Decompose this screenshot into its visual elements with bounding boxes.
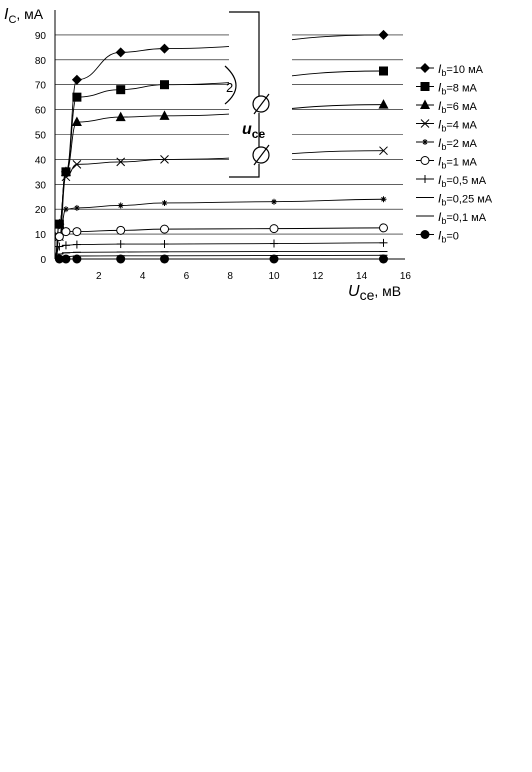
x-tick-label: 12 [312, 271, 324, 282]
y-tick-label: 30 [34, 180, 46, 192]
legend-item [416, 229, 459, 245]
series-0-point [116, 47, 126, 57]
series-6-point [161, 240, 169, 248]
y-tick-label: 20 [34, 205, 46, 217]
series-5-point [62, 228, 70, 236]
legend-sub: b [441, 142, 447, 152]
x-axis-unit: , мВ [374, 283, 402, 299]
series-line-0 [55, 35, 384, 259]
series-line-2 [55, 105, 384, 259]
legend-item [416, 136, 478, 152]
series-1-point [379, 67, 388, 76]
legend-var: I [438, 62, 442, 76]
legend-label [438, 99, 478, 115]
x-tick-label: 8 [227, 271, 233, 282]
legend-sub: b [441, 105, 447, 115]
x-tick-label: 16 [399, 271, 411, 282]
legend-sub: b [441, 123, 447, 134]
series-4-point [74, 205, 80, 211]
legend-var: I [438, 117, 442, 132]
legend-var: I [438, 210, 442, 224]
series-4-point [162, 200, 168, 206]
y-tick-label: 10 [34, 230, 46, 242]
legend-rest: =10 мА [446, 64, 483, 76]
circuit-inset [225, 12, 292, 180]
y-tick-label: 0 [40, 255, 46, 266]
legend-label [438, 136, 478, 152]
legend-rest: =6 мА [446, 101, 477, 113]
legend-rest: =4 мА [446, 119, 477, 132]
x-tick-labels [96, 271, 411, 282]
legend-sub: b [441, 234, 447, 245]
legend-item [416, 155, 478, 171]
series-0-point [160, 44, 170, 54]
legend-marker-icon [420, 100, 430, 110]
legend-marker-icon [421, 82, 430, 91]
y-axis-unit: , мА [16, 6, 44, 22]
series-0-point [379, 30, 389, 40]
y-tick-label: 40 [34, 155, 46, 167]
legend-var: I [438, 154, 442, 169]
legend-sub: b [441, 68, 447, 78]
series-2-point [160, 110, 170, 120]
legend-rest: =0,25 мА [446, 193, 493, 206]
y-tick-label: 90 [34, 30, 46, 42]
series-6-point [62, 241, 70, 249]
series-2-point [72, 117, 82, 127]
legend-item [416, 210, 487, 226]
legend-rest: =2 мА [446, 138, 477, 150]
legend-rest: =8 мА [446, 82, 477, 95]
legend-marker-icon [420, 63, 430, 73]
series-4-point [63, 206, 69, 212]
series-5-point [73, 228, 81, 236]
legend-sub: b [441, 179, 447, 189]
series-1-point [116, 85, 125, 94]
series-2-point [379, 99, 389, 109]
legend-marker-icon [422, 139, 428, 145]
legend-rest: =1 мА [446, 156, 477, 169]
legend-rest: =0,5 мА [446, 175, 487, 187]
legend-sub: b [441, 160, 447, 171]
x-axis-title [348, 283, 401, 303]
x-axis-sub: ce [359, 287, 375, 303]
y-tick-label: 70 [34, 80, 46, 92]
y-tick-label: 50 [34, 130, 46, 142]
legend-label [438, 155, 478, 171]
inset-label-2: 2 [226, 80, 234, 95]
legend-var: I [438, 80, 442, 95]
legend-label [438, 173, 487, 189]
x-axis-var: U [348, 283, 360, 300]
legend-item [416, 118, 478, 134]
y-axis-title [4, 6, 44, 26]
legend-item [416, 81, 478, 97]
legend-label [438, 192, 493, 208]
legend-item [416, 192, 493, 208]
legend-sub: b [441, 216, 447, 226]
series-2-point [116, 112, 126, 122]
series-6-point [117, 240, 125, 248]
series-5-point [270, 225, 278, 233]
series-5-point [117, 226, 125, 234]
series-6-point [380, 239, 388, 247]
legend-var: I [438, 136, 442, 150]
series-6-point [270, 240, 278, 248]
x-tick-label: 14 [356, 271, 368, 282]
series-line-8 [55, 255, 384, 259]
legend-label [438, 118, 478, 134]
legend-label [438, 62, 484, 78]
legend-rest: =0 [446, 230, 459, 243]
series-5-point [380, 224, 388, 232]
legend-var: I [438, 99, 442, 113]
legend-sub: b [441, 197, 447, 208]
legend-item [416, 62, 484, 78]
y-axis-var: I [4, 6, 9, 23]
x-tick-label: 4 [139, 271, 146, 282]
legend-marker-icon [421, 157, 429, 165]
legend-label [438, 210, 487, 226]
legend-marker-icon [421, 230, 430, 239]
series-4-point [381, 196, 387, 202]
legend [416, 62, 493, 245]
legend-var: I [438, 228, 442, 243]
series-6-point [73, 241, 81, 249]
y-tick-labels [35, 31, 47, 266]
y-tick-label: 60 [34, 105, 46, 117]
series-5-point [161, 225, 169, 233]
legend-var: I [438, 191, 442, 206]
legend-sub: b [441, 86, 447, 97]
legend-marker-icon [421, 175, 429, 183]
series-4-point [118, 202, 124, 208]
x-tick-label: 2 [96, 271, 102, 282]
series-0-point [72, 75, 82, 85]
series-1-point [72, 93, 81, 102]
series-curves [55, 35, 384, 259]
x-tick-label: 10 [268, 271, 280, 282]
series-4-point [271, 199, 277, 205]
inset-label-u-sub: ce [251, 127, 266, 141]
series-line-6 [55, 243, 384, 259]
legend-var: I [438, 173, 442, 187]
x-tick-label: 6 [183, 271, 190, 282]
legend-item [416, 99, 478, 115]
legend-label [438, 81, 478, 97]
series-1-point [160, 80, 169, 89]
y-axis-sub: C [8, 14, 17, 26]
y-tick-label: 80 [34, 55, 46, 67]
inset-label-u: u [242, 121, 252, 138]
legend-label [438, 229, 459, 245]
legend-rest: =0,1 мА [446, 212, 487, 224]
legend-item [416, 173, 487, 189]
